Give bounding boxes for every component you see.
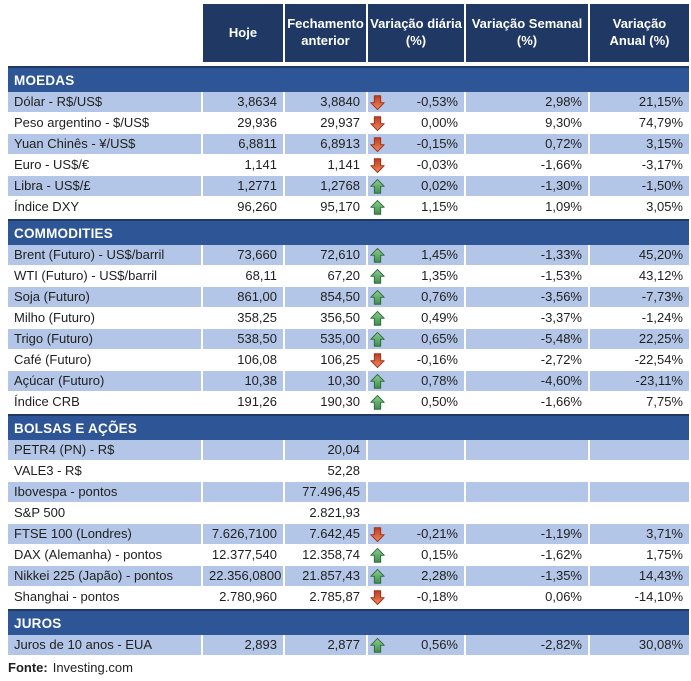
variacao-diaria-value: -0,16% — [416, 352, 458, 367]
table-row — [8, 371, 689, 392]
fechamento-anterior-value: 2.785,87 — [285, 587, 368, 608]
fechamento-anterior-value: 10,30 — [285, 371, 368, 392]
trend-icon-slot — [370, 548, 386, 563]
trend-up-icon — [370, 179, 385, 194]
hoje-value: 1,2771 — [203, 176, 285, 197]
source-value: Investing.com — [52, 660, 133, 675]
variacao-diaria-value: -0,21% — [416, 526, 458, 541]
fechamento-anterior-value: 52,28 — [285, 461, 368, 482]
variacao-diaria-value: 0,56% — [421, 637, 458, 652]
variacao-diaria-cell — [368, 329, 466, 350]
hoje-value — [203, 440, 285, 461]
column-header-text: Variação — [612, 16, 667, 32]
trend-down-icon — [370, 158, 385, 173]
trend-icon-slot — [370, 353, 386, 368]
variacao-diaria-value: -0,03% — [416, 157, 458, 172]
hoje-value: 106,08 — [203, 350, 285, 371]
variacao-diaria-cell — [368, 176, 466, 197]
source-label: Fonte: — [8, 660, 48, 675]
table-row — [8, 440, 689, 461]
variacao-diaria-cell — [368, 482, 466, 503]
row-label: Dólar - R$/US$ — [8, 92, 203, 113]
row-label: S&P 500 — [8, 503, 203, 524]
trend-icon-slot — [370, 179, 386, 194]
row-label: Índice CRB — [8, 392, 203, 413]
variacao-anual-value: 22,25% — [590, 329, 689, 350]
trend-up-icon — [370, 374, 385, 389]
row-label: Brent (Futuro) - US$/barril — [8, 245, 203, 266]
trend-icon-slot — [370, 395, 386, 410]
hoje-value — [203, 503, 285, 524]
hoje-value: 29,936 — [203, 113, 285, 134]
table-row — [8, 287, 689, 308]
table-body — [8, 66, 689, 656]
row-label: Trigo (Futuro) — [8, 329, 203, 350]
trend-icon-slot — [370, 95, 386, 110]
fechamento-anterior-value: 356,50 — [285, 308, 368, 329]
table-row — [8, 92, 689, 113]
trend-up-icon — [370, 395, 385, 410]
variacao-semanal-value: -2,82% — [466, 635, 590, 656]
variacao-anual-value: 21,15% — [590, 92, 689, 113]
variacao-diaria-value: 1,15% — [421, 199, 458, 214]
variacao-diaria-cell — [368, 566, 466, 587]
variacao-diaria-cell — [368, 113, 466, 134]
hoje-value: 538,50 — [203, 329, 285, 350]
trend-icon-slot — [370, 332, 386, 347]
table-row — [8, 266, 689, 287]
fechamento-anterior-value: 106,25 — [285, 350, 368, 371]
column-header-text: Fechamento — [287, 16, 364, 32]
section-header-commodities: COMMODITIES — [8, 219, 689, 245]
row-label: Shanghai - pontos — [8, 587, 203, 608]
trend-down-icon — [370, 590, 385, 605]
table-row — [8, 566, 689, 587]
variacao-diaria-cell — [368, 245, 466, 266]
trend-up-icon — [370, 332, 385, 347]
table-row — [8, 524, 689, 545]
column-header-text: Anual (%) — [609, 33, 670, 48]
table-row — [8, 545, 689, 566]
variacao-semanal-value — [466, 503, 590, 524]
table-row — [8, 176, 689, 197]
variacao-anual-value — [590, 503, 689, 524]
hoje-value — [203, 482, 285, 503]
variacao-anual-value — [590, 440, 689, 461]
fechamento-anterior-value: 29,937 — [285, 113, 368, 134]
fechamento-anterior-value: 77.496,45 — [285, 482, 368, 503]
table-header — [8, 4, 689, 62]
trend-up-icon — [370, 269, 385, 284]
hoje-value: 2.780,960 — [203, 587, 285, 608]
trend-icon-slot — [370, 290, 386, 305]
row-label: Milho (Futuro) — [8, 308, 203, 329]
variacao-semanal-value: 9,30% — [466, 113, 590, 134]
hoje-value — [203, 461, 285, 482]
trend-icon-slot — [370, 137, 386, 152]
variacao-diaria-cell — [368, 197, 466, 218]
variacao-diaria-cell — [368, 635, 466, 656]
section-header-bolsas-e-acoes: BOLSAS E AÇÕES — [8, 414, 689, 440]
variacao-anual-value: 30,08% — [590, 635, 689, 656]
column-header-text: Hoje — [228, 24, 258, 40]
hoje-value: 1,141 — [203, 155, 285, 176]
table-row — [8, 329, 689, 350]
variacao-semanal-value — [466, 440, 590, 461]
row-label: Café (Futuro) — [8, 350, 203, 371]
fechamento-anterior-value: 190,30 — [285, 392, 368, 413]
table-row — [8, 482, 689, 503]
trend-down-icon — [370, 527, 385, 542]
table-row — [8, 197, 689, 218]
trend-up-icon — [370, 290, 385, 305]
column-header-hoje — [203, 4, 285, 62]
variacao-diaria-value: 0,65% — [421, 331, 458, 346]
row-label: Nikkei 225 (Japão) - pontos — [8, 566, 203, 587]
variacao-diaria-cell — [368, 287, 466, 308]
fechamento-anterior-value: 20,04 — [285, 440, 368, 461]
variacao-semanal-value: -3,56% — [466, 287, 590, 308]
hoje-value: 6,8811 — [203, 134, 285, 155]
variacao-diaria-cell — [368, 392, 466, 413]
variacao-anual-value: 14,43% — [590, 566, 689, 587]
section-header-juros: JUROS — [8, 609, 689, 635]
table-row — [8, 461, 689, 482]
variacao-semanal-value: -1,19% — [466, 524, 590, 545]
header-corner-spacer — [8, 4, 203, 62]
variacao-anual-value: 3,71% — [590, 524, 689, 545]
variacao-diaria-value: 1,35% — [421, 268, 458, 283]
variacao-diaria-value: 2,28% — [421, 568, 458, 583]
fechamento-anterior-value: 1,141 — [285, 155, 368, 176]
table-row — [8, 308, 689, 329]
variacao-diaria-cell — [368, 92, 466, 113]
variacao-anual-value: 74,79% — [590, 113, 689, 134]
variacao-anual-value: 45,20% — [590, 245, 689, 266]
hoje-value: 73,660 — [203, 245, 285, 266]
hoje-value: 12.377,540 — [203, 545, 285, 566]
variacao-semanal-value: -1,30% — [466, 176, 590, 197]
fechamento-anterior-value: 6,8913 — [285, 134, 368, 155]
variacao-semanal-value: -2,72% — [466, 350, 590, 371]
trend-down-icon — [370, 353, 385, 368]
trend-icon-slot — [370, 569, 386, 584]
variacao-anual-value: 1,75% — [590, 545, 689, 566]
trend-up-icon — [370, 638, 385, 653]
variacao-semanal-value: -1,33% — [466, 245, 590, 266]
fechamento-anterior-value: 2.821,93 — [285, 503, 368, 524]
row-label: VALE3 - R$ — [8, 461, 203, 482]
trend-up-icon — [370, 311, 385, 326]
variacao-anual-value: -22,54% — [590, 350, 689, 371]
row-label: WTI (Futuro) - US$/barril — [8, 266, 203, 287]
variacao-diaria-value: 0,78% — [421, 373, 458, 388]
variacao-diaria-value: 0,50% — [421, 394, 458, 409]
variacao-diaria-cell — [368, 545, 466, 566]
table-row — [8, 155, 689, 176]
trend-up-icon — [370, 248, 385, 263]
variacao-semanal-value: -1,35% — [466, 566, 590, 587]
trend-icon-slot — [370, 116, 386, 131]
variacao-diaria-value: -0,15% — [416, 136, 458, 151]
trend-icon-slot — [370, 200, 386, 215]
variacao-diaria-cell — [368, 503, 466, 524]
column-header-text: anterior — [301, 33, 350, 48]
variacao-anual-value: 3,15% — [590, 134, 689, 155]
variacao-anual-value — [590, 461, 689, 482]
variacao-semanal-value: -1,53% — [466, 266, 590, 287]
row-label: Açúcar (Futuro) — [8, 371, 203, 392]
variacao-semanal-value — [466, 461, 590, 482]
hoje-value: 10,38 — [203, 371, 285, 392]
variacao-diaria-value: 1,45% — [421, 247, 458, 262]
fechamento-anterior-value: 3,8840 — [285, 92, 368, 113]
variacao-diaria-cell — [368, 524, 466, 545]
trend-icon-slot — [370, 638, 386, 653]
variacao-diaria-cell — [368, 155, 466, 176]
column-header-text: (%) — [405, 33, 427, 48]
hoje-value: 22.356,0800 — [203, 566, 285, 587]
table-row — [8, 587, 689, 608]
variacao-diaria-cell — [368, 440, 466, 461]
column-header-fechamento-anterior — [285, 4, 368, 62]
variacao-diaria-cell — [368, 134, 466, 155]
table-row — [8, 392, 689, 413]
variacao-semanal-value: -1,62% — [466, 545, 590, 566]
column-header-text: Variação Semanal — [471, 16, 583, 32]
trend-up-icon — [370, 200, 385, 215]
variacao-semanal-value: -4,60% — [466, 371, 590, 392]
variacao-anual-value: 43,12% — [590, 266, 689, 287]
hoje-value: 68,11 — [203, 266, 285, 287]
table-row — [8, 113, 689, 134]
variacao-semanal-value: -1,66% — [466, 155, 590, 176]
variacao-diaria-cell — [368, 587, 466, 608]
variacao-semanal-value: -1,66% — [466, 392, 590, 413]
variacao-diaria-value: 0,15% — [421, 547, 458, 562]
fechamento-anterior-value: 854,50 — [285, 287, 368, 308]
hoje-value: 96,260 — [203, 197, 285, 218]
variacao-diaria-value: 0,00% — [421, 115, 458, 130]
column-header-text: Variação diária — [370, 16, 462, 32]
variacao-semanal-value: 0,06% — [466, 587, 590, 608]
table-row — [8, 350, 689, 371]
section-header-moedas: MOEDAS — [8, 66, 689, 92]
trend-icon-slot — [370, 248, 386, 263]
hoje-value: 358,25 — [203, 308, 285, 329]
fechamento-anterior-value: 535,00 — [285, 329, 368, 350]
trend-icon-slot — [370, 590, 386, 605]
table-row — [8, 635, 689, 656]
trend-down-icon — [370, 137, 385, 152]
trend-icon-slot — [370, 527, 386, 542]
table-row — [8, 503, 689, 524]
variacao-anual-value: -23,11% — [590, 371, 689, 392]
variacao-semanal-value: 0,72% — [466, 134, 590, 155]
variacao-diaria-value: 0,49% — [421, 310, 458, 325]
trend-up-icon — [370, 548, 385, 563]
row-label: Índice DXY — [8, 197, 203, 218]
variacao-diaria-value: 0,76% — [421, 289, 458, 304]
variacao-anual-value: -1,24% — [590, 308, 689, 329]
variacao-diaria-cell — [368, 266, 466, 287]
variacao-diaria-value: -0,18% — [416, 589, 458, 604]
fechamento-anterior-value: 95,170 — [285, 197, 368, 218]
fechamento-anterior-value: 72,610 — [285, 245, 368, 266]
row-label: Peso argentino - $/US$ — [8, 113, 203, 134]
fechamento-anterior-value: 12.358,74 — [285, 545, 368, 566]
variacao-diaria-value: 0,02% — [421, 178, 458, 193]
variacao-anual-value: 7,75% — [590, 392, 689, 413]
fechamento-anterior-value: 7.642,45 — [285, 524, 368, 545]
variacao-semanal-value: -3,37% — [466, 308, 590, 329]
trend-down-icon — [370, 116, 385, 131]
row-label: Juros de 10 anos - EUA — [8, 635, 203, 656]
row-label: Yuan Chinês - ¥/US$ — [8, 134, 203, 155]
variacao-anual-value: -14,10% — [590, 587, 689, 608]
hoje-value: 861,00 — [203, 287, 285, 308]
variacao-semanal-value: 2,98% — [466, 92, 590, 113]
variacao-diaria-value: -0,53% — [416, 94, 458, 109]
hoje-value: 7.626,7100 — [203, 524, 285, 545]
variacao-anual-value: -7,73% — [590, 287, 689, 308]
row-label: DAX (Alemanha) - pontos — [8, 545, 203, 566]
column-header-variacao-anual — [590, 4, 689, 62]
variacao-semanal-value — [466, 482, 590, 503]
row-label: Soja (Futuro) — [8, 287, 203, 308]
row-label: FTSE 100 (Londres) — [8, 524, 203, 545]
hoje-value: 2,893 — [203, 635, 285, 656]
variacao-diaria-cell — [368, 350, 466, 371]
trend-icon-slot — [370, 269, 386, 284]
row-label: PETR4 (PN) - R$ — [8, 440, 203, 461]
trend-icon-slot — [370, 374, 386, 389]
table-row — [8, 134, 689, 155]
fechamento-anterior-value: 21.857,43 — [285, 566, 368, 587]
fechamento-anterior-value: 2,877 — [285, 635, 368, 656]
fechamento-anterior-value: 1,2768 — [285, 176, 368, 197]
variacao-diaria-cell — [368, 461, 466, 482]
table-row — [8, 245, 689, 266]
trend-icon-slot — [370, 158, 386, 173]
variacao-anual-value: -3,17% — [590, 155, 689, 176]
column-header-variacao-semanal — [466, 4, 590, 62]
column-header-text: (%) — [516, 33, 538, 48]
variacao-semanal-value: 1,09% — [466, 197, 590, 218]
variacao-anual-value — [590, 482, 689, 503]
variacao-anual-value: 3,05% — [590, 197, 689, 218]
hoje-value: 3,8634 — [203, 92, 285, 113]
trend-up-icon — [370, 569, 385, 584]
variacao-semanal-value: -5,48% — [466, 329, 590, 350]
trend-down-icon — [370, 95, 385, 110]
fechamento-anterior-value: 67,20 — [285, 266, 368, 287]
variacao-diaria-cell — [368, 308, 466, 329]
row-label: Ibovespa - pontos — [8, 482, 203, 503]
variacao-diaria-cell — [368, 371, 466, 392]
row-label: Libra - US$/£ — [8, 176, 203, 197]
hoje-value: 191,26 — [203, 392, 285, 413]
row-label: Euro - US$/€ — [8, 155, 203, 176]
column-header-variacao-diaria — [368, 4, 466, 62]
trend-icon-slot — [370, 311, 386, 326]
variacao-anual-value: -1,50% — [590, 176, 689, 197]
